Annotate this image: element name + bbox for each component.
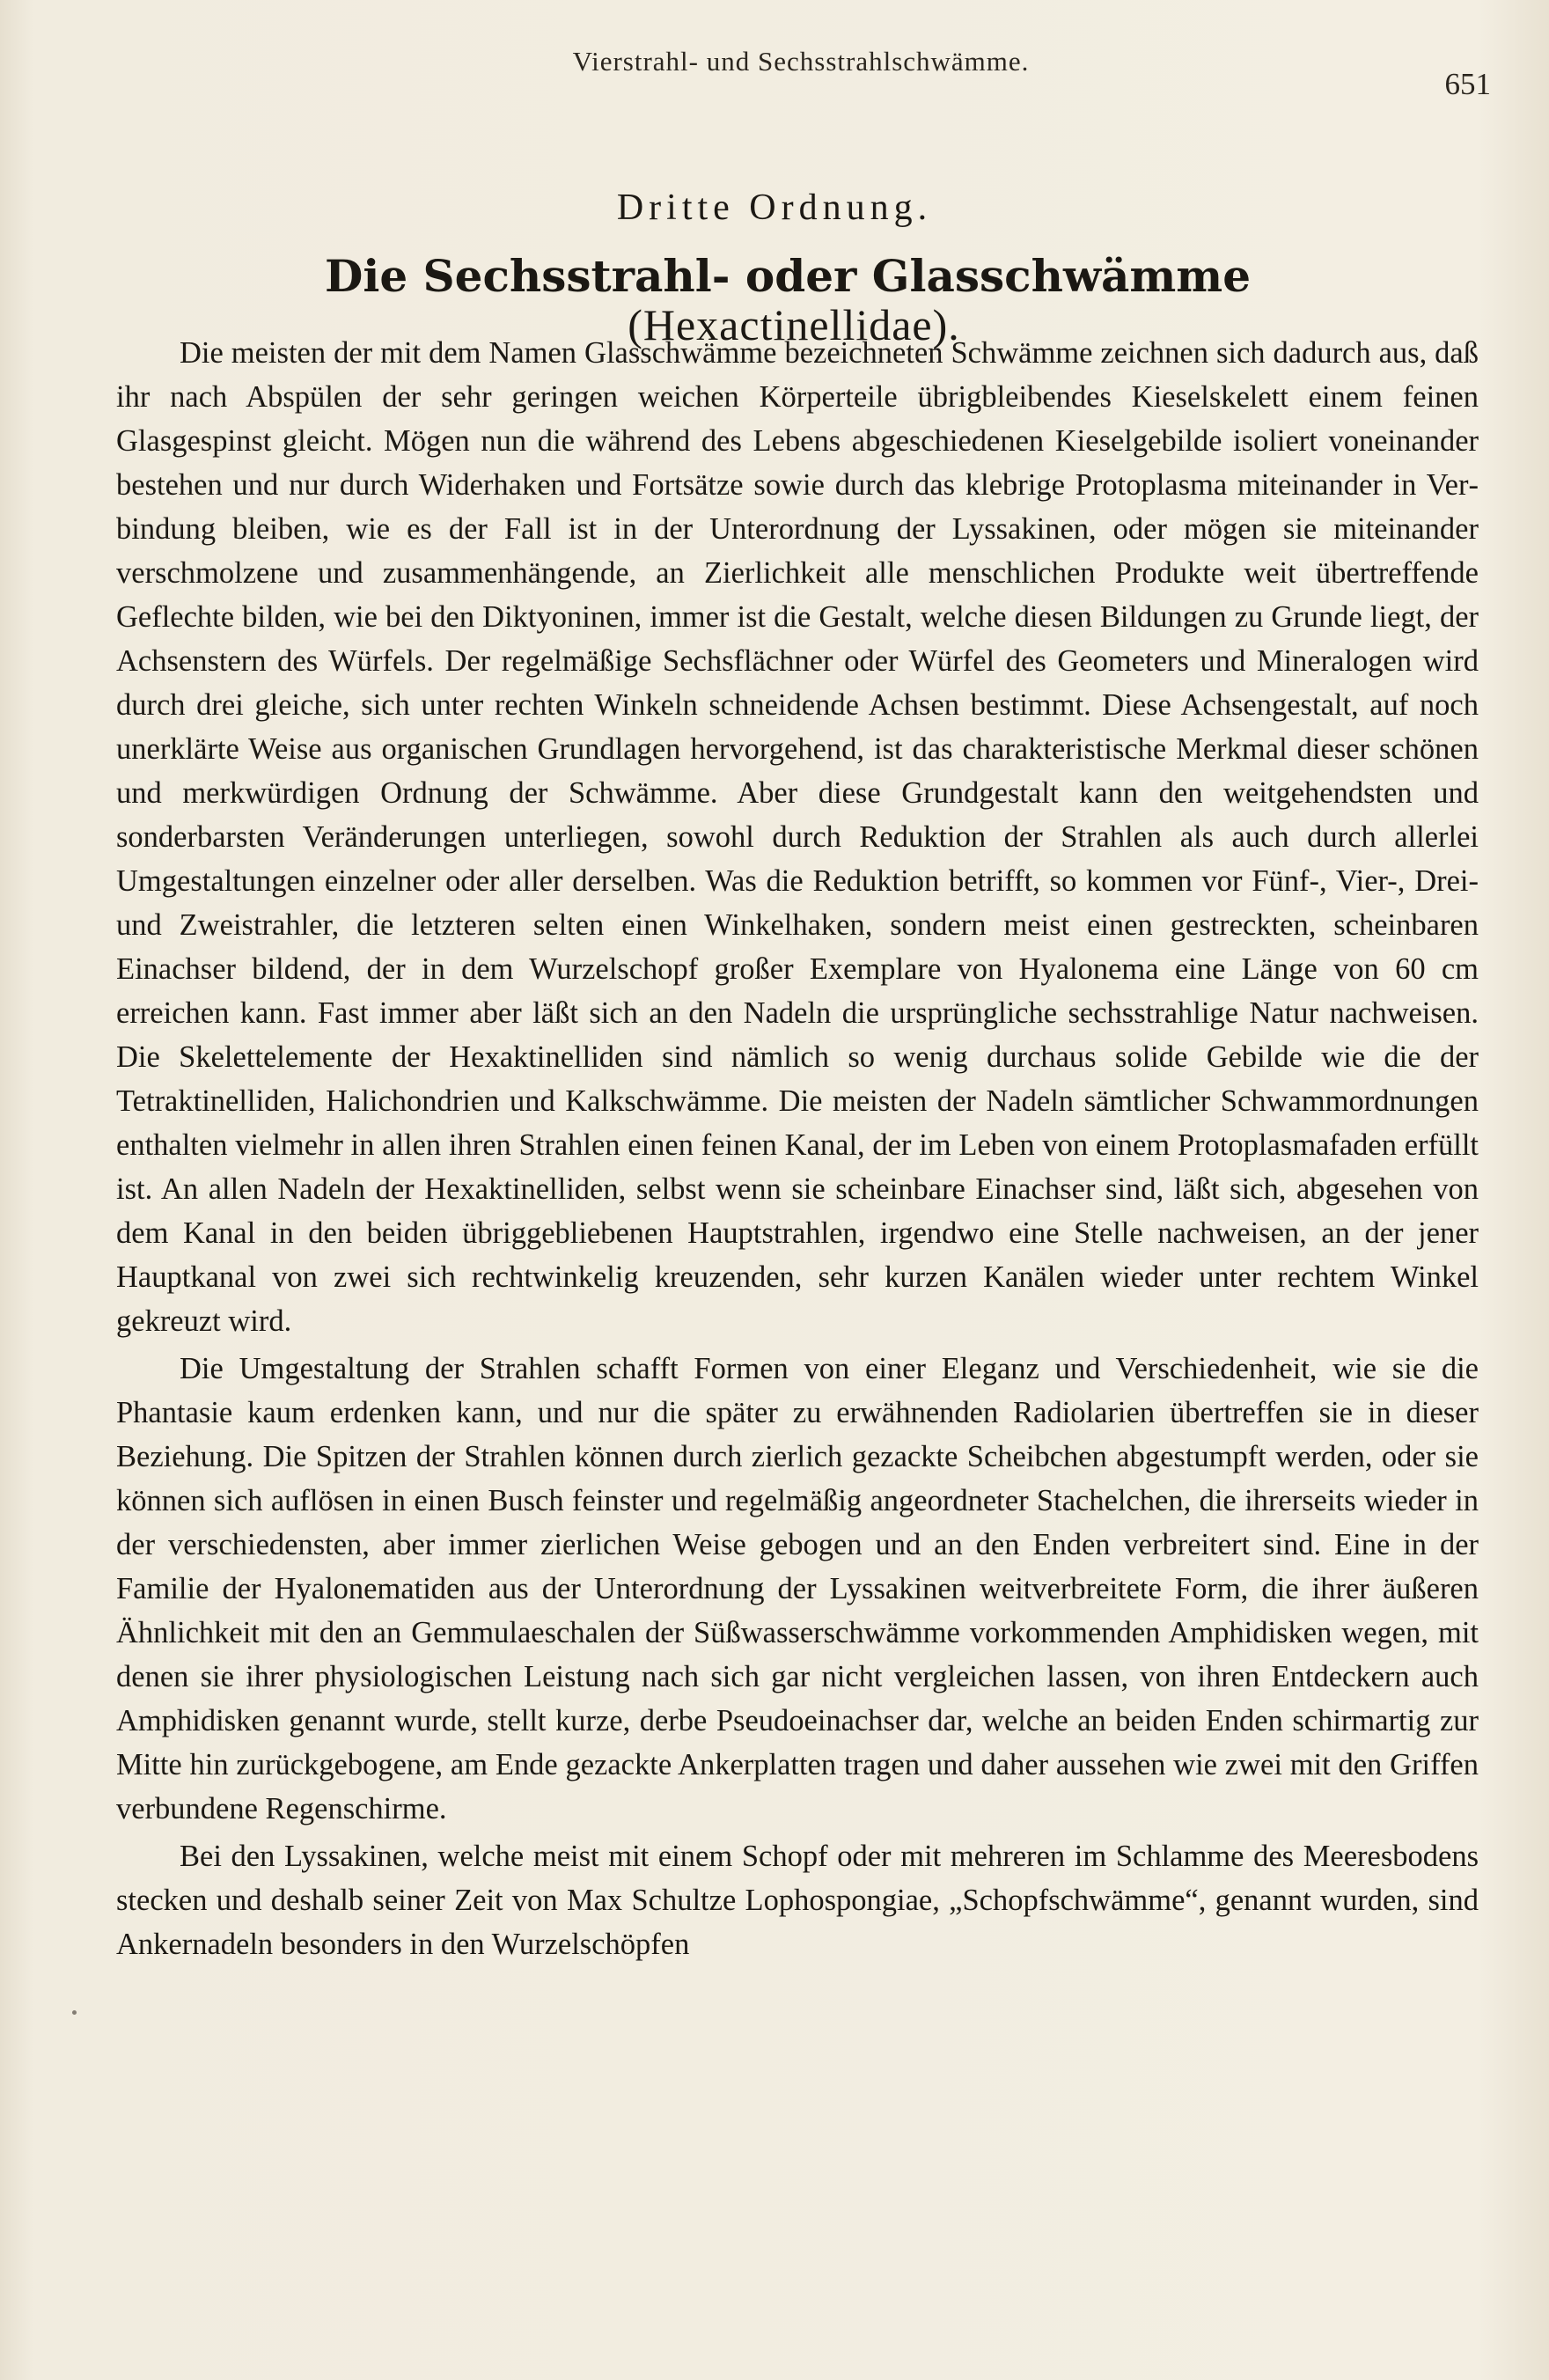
paragraph: Die Umgestaltung der Strahlen schafft Formen von einer Eleganz und Verschiedenheit, wie sie die Phantasie kaum erdenken kann, und nur die später zu erwähnenden Radiolarien übertreffen sie in dieser Beziehung. Die Spitzen der Strahlen können durch zierlich gezackte Scheibchen abgestumpft werden, oder sie können sich auflösen in einen Busch feinster und regelmäßig angeordneter Stachelchen, die ihrerseits wieder in der verschiedensten, aber immer zierlichen Weise gebogen und an den Enden verbreitert sind. Eine in der Familie der Hyalonematiden aus der Unterordnung der Lyssakinen weitverbreitete Form, die ihrer äußeren Ähnlichkeit mit den an Gemmulaeschalen der Süßwasserschwämme vorkommenden Amphidisken wegen, mit denen sie ihrer physiologischen Leistung nach sich gar nicht vergleichen lassen, von ihren Entdeckern auch Amphidisken genannt wurde, stellt kurze, derbe Pseudoeinachser dar, welche an beiden Enden schirmartig zur Mitte hin zurückgebogene, am Ende gezackte Ankerplatten tragen und daher aussehen wie zwei mit den Griffen verbundene Regenschirme. (116, 1352, 1479, 1825)
section-title-german: Die Sechsstrahl- oder Glasschwämme (324, 250, 1252, 302)
order-heading: Dritte Ordnung. (616, 187, 933, 228)
body-text (116, 331, 1479, 2347)
paragraph: Bei den Lyssakinen, welche meist mit einem Schopf oder mit mehreren im Schlamme des Meeresbodens stecken und deshalb seiner Zeit von Max Schultze Lophospongiae, „Schopfschwämme“, genannt wurden, sind Ankernadeln besonders in den Wurzelschöpfen (116, 1840, 1479, 1961)
paragraph: Die meisten der mit dem Namen Glasschwämme bezeichneten Schwämme zeichnen sich dadurch aus, daß ihr nach Abspülen der sehr geringen weichen Körperteile übrigbleibendes Kieselskelett einem feinen Glasgespinst gleicht. Mögen nun die während des Lebens abgeschiedenen Kieselgebilde isoliert voneinander bestehen und nur durch Widerhaken und Fortsätze sowie durch das klebrige Protoplasma miteinander in Verbindung bleiben, wie es der Fall ist in der Unterordnung der Lyssakinen, oder mögen sie miteinander verschmolzene und zusammenhängende, an Zierlichkeit alle menschlichen Produkte weit übertreffende Geflechte bilden, wie bei den Diktyoninen, immer ist die Gestalt, welche diesen Bildungen zu Grunde liegt, der Achsenstern des Würfels. Der regelmäßige Sechsflächner oder Würfel des Geometers und Mineralogen wird durch drei gleiche, sich unter rechten Winkeln schneidende Achsen bestimmt. Diese Achsengestalt, auf noch unerklärte Weise aus organischen Grundlagen hervorgehend, ist das charakteristische Merkmal dieser schönen und merkwürdigen Ordnung der Schwämme. Aber diese Grundgestalt kann den weitgehendsten und sonderbarsten Veränderungen unterliegen, sowohl durch Reduktion der Strahlen als auch durch allerlei Umgestaltungen einzelner oder aller derselben. Was die Reduktion betrifft, so kommen vor Fünf-, Vier-, Drei- und Zweistrahler, die letzteren selten einen Winkelhaken, sondern meist einen gestreckten, scheinbaren Einachser bildend, der in dem Wurzelschopf großer Exemplare von Hyalonema eine Länge von 60 cm erreichen kann. Fast immer aber läßt sich an den Nadeln die ursprüngliche sechsstrahlige Natur nachweisen. Die Skelettelemente der Hexaktinelliden sind nämlich so wenig durchaus solide Gebilde wie die der Tetraktinelliden, Halichondrien und Kalkschwämme. Die meisten der Nadeln sämtlicher Schwammordnungen enthalten vielmehr in allen ihren Strahlen einen feinen Kanal, der im Leben von einem Protoplasmafaden erfüllt ist. An allen Nadeln der Hexaktinelliden, selbst wenn sie scheinbare Einachser sind, läßt sich, abgesehen von dem Kanal in den beiden übriggebliebenen Hauptstrahlen, irgendwo eine Stelle nachweisen, an der jener Hauptkanal von zwei sich rechtwinkelig kreuzenden, sehr kurzen Kanälen wieder unter rechtem Winkel gekreuzt wird. (116, 336, 1479, 1338)
section-title-latin: (Hexactinellidae). (628, 300, 960, 349)
running-head: Vierstrahl- und Sechsstrahlschwämme. (572, 46, 1030, 77)
page-number: 651 (1444, 67, 1491, 101)
margin-speck (72, 2010, 77, 2015)
